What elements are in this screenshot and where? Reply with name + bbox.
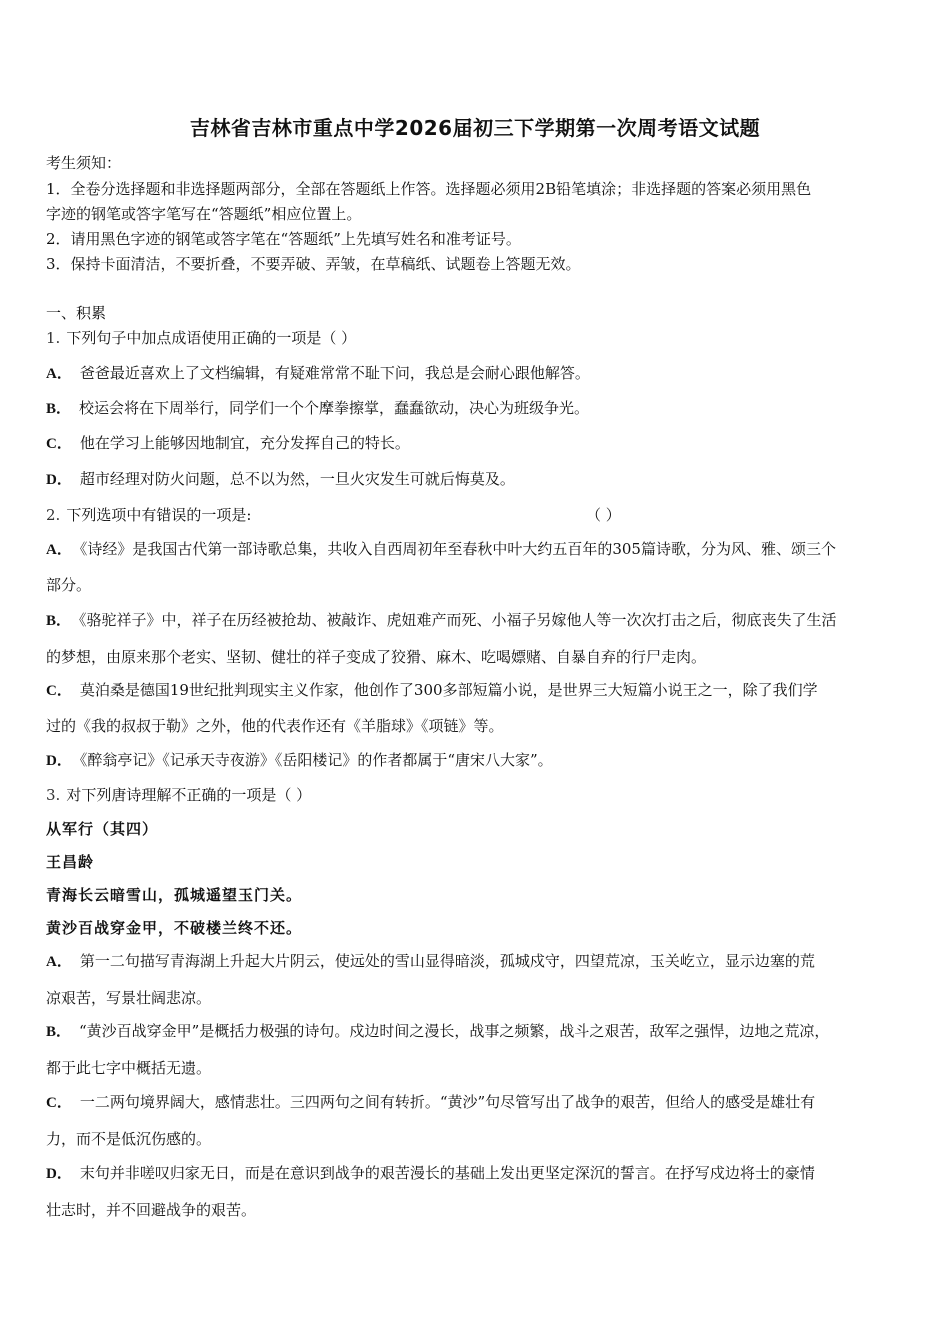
option-text: 一二两句境界阔大，感情悲壮。三四两句之间有转折。“黄沙”句尽管写出了战争的艰苦，但给人的感受是雄壮有 [79,1093,816,1111]
option-label: C． [46,683,72,699]
option-text: 校运会将在下周举行，同学们一个个摩拳擦掌，蠢蠢欲动，决心为班级争光。 [79,399,590,417]
option-text: 末句并非嗟叹归家无日，而是在意识到战争的艰苦漫长的基础上发出更坚定深沉的誓言。在抒写戍边将士的豪情 [79,1164,815,1182]
notice-item: 3．保持卡面清洁，不要折叠，不要弄破、弄皱，在草稿纸、试题卷上答题无效。 [46,255,581,273]
option-label: D． [46,753,72,769]
option-continuation: 的梦想，由原来那个老实、坚韧、健壮的祥子变成了狡猾、麻木、吃喝嫖赌、自暴自弃的行尸走肉。 [46,648,707,666]
question-2-option-b [46,609,837,630]
question-3-option-b [46,1020,829,1041]
question-text: 对下列唐诗理解不正确的一项是（ ） [66,786,312,804]
question-1-option-b [46,397,589,418]
notice-item: 1．全卷分选择题和非选择题两部分，全部在答题纸上作答。选择题必须用2B铅笔填涂；非选择题的答案必须用黑色 [46,180,812,198]
question-number: 2. [46,506,61,524]
option-continuation: 力，而不是低沉伤感的。 [46,1130,212,1148]
option-text: 《骆驼祥子》中，祥子在历经被抢劫、被敲诈、虎妞难产而死、小福子另嫁他人等一次次打击之后，彻底丧失了生活 [79,611,837,629]
question-2-option-d [46,749,553,770]
question-text: 下列选项中有错误的一项是: [66,506,252,524]
question-2-stem [46,504,906,525]
option-label: B． [46,1024,72,1040]
option-text: 超市经理对防火问题，总不以为然，一旦火灾发生可就后悔莫及。 [79,470,515,488]
option-label: D． [46,472,72,488]
option-text: “黄沙百战穿金甲”是概括力极强的诗句。戍边时间之漫长，战事之频繁，战斗之艰苦，敌军之强悍，边地之荒凉， [79,1022,830,1040]
section-heading: 一、积累 [46,304,107,322]
option-continuation: 过的《我的叔叔于勒》之外，他的代表作还有《羊脂球》《项链》等。 [46,717,504,735]
option-text: 爸爸最近喜欢上了文档编辑，有疑难常常不耻下问，我总是会耐心跟他解答。 [79,364,590,382]
option-continuation: 都于此七字中概括无遗。 [46,1059,212,1077]
question-3-stem [46,784,311,805]
option-text: 他在学习上能够因地制宜，充分发挥自己的特长。 [79,434,410,452]
answer-parentheses: （ ） [586,506,621,524]
option-continuation: 壮志时，并不回避战争的艰苦。 [46,1201,257,1219]
question-1-option-c [46,432,410,453]
option-continuation: 凉艰苦，写景壮阔悲凉。 [46,989,212,1007]
question-1-option-a [46,362,590,383]
option-label: B． [46,613,72,629]
question-3-option-c [46,1091,815,1112]
option-label: A． [46,954,72,970]
question-1-option-d [46,468,515,489]
option-label: C． [46,1095,72,1111]
notice-item: 2．请用黑色字迹的钢笔或答字笔在“答题纸”上先填写姓名和准考证号。 [46,230,521,248]
poem-line: 青海长云暗雪山，孤城遥望玉门关。 [46,886,303,904]
notice-heading: 考生须知： [46,154,122,172]
option-text: 《醉翁亭记》《记承天寺夜游》《岳阳楼记》的作者都属于“唐宋八大家”。 [79,751,553,769]
option-label: A． [46,542,72,558]
notice-item: 字迹的钢笔或答字笔写在“答题纸”相应位置上。 [46,205,362,223]
option-text: 莫泊桑是德国19世纪批判现实主义作家，他创作了300多部短篇小说，是世界三大短篇小说王之一，除了我们学 [79,681,818,699]
option-label: A． [46,366,72,382]
option-label: D． [46,1166,72,1182]
question-3-option-a [46,950,815,971]
question-2-option-a [46,538,836,559]
poem-line: 黄沙百战穿金甲，不破楼兰终不还。 [46,919,303,937]
option-text: 《诗经》是我国古代第一部诗歌总集，共收入自西周初年至春秋中叶大约五百年的305篇诗歌，分为风、雅、颂三个 [79,540,836,558]
poem-title: 从军行（其四） [46,820,159,838]
question-number: 1. [46,329,61,347]
option-text: 第一二句描写青海湖上升起大片阴云，使远处的雪山显得暗淡，孤城戍守，四望荒凉，玉关屹立，显示边塞的荒 [79,952,815,970]
option-label: B． [46,401,72,417]
question-number: 3. [46,786,61,804]
option-label: C． [46,436,72,452]
question-3-option-d [46,1162,815,1183]
option-continuation: 部分。 [46,576,92,594]
poem-author: 王昌龄 [46,853,95,871]
question-2-option-c [46,679,818,700]
question-text: 下列句子中加点成语使用正确的一项是（ ） [66,329,357,347]
page-title: 吉林省吉林市重点中学2026届初三下学期第一次周考语文试题 [189,116,761,140]
question-1-stem [46,327,356,348]
